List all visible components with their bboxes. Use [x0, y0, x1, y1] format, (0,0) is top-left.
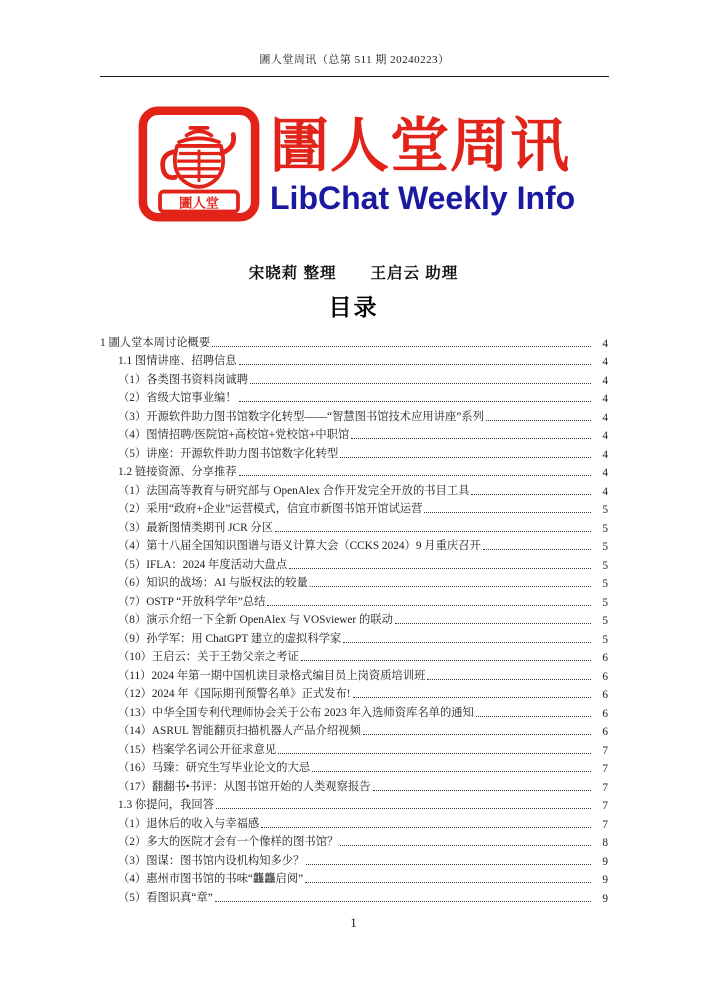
toc-entry-page-number: 7	[602, 744, 608, 757]
toc-dot-leader	[301, 660, 591, 661]
toc-entry-page-number: 8	[602, 837, 608, 849]
toc-entry-label: （13）中华全国专利代理师协会关于公布 2023 年入选师资库名单的通知	[118, 706, 474, 719]
toc-entry-page-number: 4	[602, 485, 608, 498]
toc-dot-leader	[305, 882, 591, 883]
toc-entry-page-number: 6	[602, 726, 608, 738]
toc-entry-page-number: 5	[602, 633, 608, 646]
toc-entry[interactable]	[100, 553, 608, 572]
toc-entry-page-number: 4	[602, 411, 608, 424]
toc-entry-page-number: 4	[602, 448, 608, 461]
toc-entry-label: （3）图谋：图书馆内设机构知多少？	[118, 854, 305, 867]
toc-entry-label: （4）惠州市图书馆的书味“龘龘启阅”	[118, 873, 304, 885]
newsletter-title-en: LibChat Weekly Info	[270, 180, 576, 216]
newsletter-logo	[137, 106, 575, 222]
toc-entry[interactable]	[100, 461, 608, 480]
logo-text-block	[270, 112, 575, 215]
toc-entry-page-number: 4	[602, 467, 608, 479]
toc-dot-leader	[239, 475, 591, 476]
table-of-contents	[100, 331, 608, 905]
toc-entry-label: （5）IFLA：2024 年度活动大盘点	[118, 558, 288, 571]
toc-entry-page-number: 5	[602, 578, 608, 590]
toc-entry-label: （3）开源软件助力图书馆数字化转型——“智慧图书馆技术应用讲座”系列	[118, 410, 484, 423]
toc-entry[interactable]	[100, 387, 608, 406]
toc-entry[interactable]	[100, 868, 608, 887]
toc-entry-label: （5）看图识真“章”	[118, 891, 213, 904]
toc-entry-label: （17）翻翻书•书评：从图书馆开始的人类观察报告	[118, 780, 371, 793]
toc-dot-leader	[363, 734, 591, 735]
toc-entry-label: （14）ASRUL 智能翻页扫描机器人产品介绍视频	[118, 725, 361, 737]
toc-title: 目录	[328, 294, 379, 320]
toc-entry-label: （2）省级大馆事业编！	[118, 392, 237, 404]
toc-dot-leader	[306, 864, 591, 865]
toc-dot-leader	[212, 346, 591, 347]
toc-entry-page-number: 5	[602, 504, 608, 516]
toc-entry-page-number: 6	[602, 670, 608, 683]
toc-entry-label: （2）采用“政府+企业”运营模式，信宜市新图书馆开馆试运营	[118, 503, 423, 515]
toc-entry-label: （11）2024 年第一期中国机读目录格式编目员上岗资质培训班	[118, 669, 426, 682]
toc-entry-label: （3）最新图情类期刊 JCR 分区	[118, 521, 274, 534]
toc-entry[interactable]	[100, 498, 608, 517]
toc-entry[interactable]	[100, 886, 608, 905]
toc-dot-leader	[373, 790, 592, 791]
toc-entry-page-number: 4	[602, 337, 608, 350]
byline-editor: 宋晓莉 整理	[248, 265, 337, 282]
toc-entry-page-number: 5	[602, 522, 608, 535]
toc-entry[interactable]	[100, 738, 608, 757]
toc-entry-page-number: 6	[602, 652, 608, 664]
toc-entry-page-number: 5	[602, 615, 608, 627]
toc-dot-leader	[312, 771, 591, 772]
toc-entry-page-number: 4	[602, 430, 608, 442]
toc-entry[interactable]	[100, 812, 608, 831]
toc-dot-leader	[476, 716, 591, 717]
toc-entry[interactable]	[100, 479, 608, 498]
toc-entry[interactable]	[100, 368, 608, 387]
toc-entry-label: （12）2024 年《国际期刊预警名单》正式发布!	[118, 688, 351, 700]
toc-entry-label: （5）讲座：开源软件助力图书馆数字化转型	[118, 447, 339, 460]
toc-entry[interactable]	[100, 627, 608, 646]
toc-dot-leader	[340, 845, 591, 846]
toc-entry[interactable]	[100, 831, 608, 850]
toc-entry-page-number: 4	[602, 374, 608, 387]
toc-entry-page-number: 7	[602, 763, 608, 775]
toc-entry-page-number: 4	[602, 393, 608, 405]
toc-entry[interactable]	[100, 424, 608, 443]
toc-dot-leader	[289, 568, 591, 569]
toc-dot-leader	[424, 512, 591, 513]
toc-entry-label: 1 圕人堂本周讨论概要	[100, 336, 211, 349]
toc-dot-leader	[278, 753, 591, 754]
byline	[0, 261, 707, 283]
toc-entry[interactable]	[100, 609, 608, 628]
toc-entry-label: （4）图情招聘/医院馆+高校馆+党校馆+中职馆	[118, 429, 350, 441]
toc-entry-page-number: 9	[602, 855, 608, 868]
toc-entry-label: （7）OSTP “开放科学年”总结	[118, 595, 266, 608]
toc-entry-label: （1）退休后的收入与幸福感	[118, 817, 260, 830]
toc-dot-leader	[215, 901, 591, 902]
toc-dot-leader	[343, 642, 591, 643]
toc-entry-page-number: 4	[602, 356, 608, 368]
toc-entry-label: 1.2 链接资源、分享推荐	[118, 466, 237, 478]
teapot-seal-icon	[137, 106, 261, 222]
toc-entry-label: （15）档案学名词公开征求意见	[118, 743, 277, 756]
toc-entry-label: （10）王启云：关于王勃父亲之考证	[118, 651, 299, 663]
toc-entry[interactable]	[100, 572, 608, 591]
toc-entry-label: （2）多大的医院才会有一个像样的图书馆？	[118, 836, 339, 848]
toc-entry-page-number: 6	[602, 707, 608, 720]
toc-entry[interactable]	[100, 794, 608, 813]
toc-dot-leader	[427, 679, 591, 680]
toc-entry[interactable]	[100, 757, 608, 776]
toc-entry-page-number: 9	[602, 874, 608, 886]
toc-dot-leader	[310, 586, 591, 587]
toc-dot-leader	[471, 494, 591, 495]
toc-entry-page-number: 5	[602, 541, 608, 553]
toc-entry-page-number: 7	[602, 818, 608, 831]
running-header: 圕人堂周讯（总第 511 期 20240223）	[100, 51, 609, 77]
toc-entry[interactable]	[100, 775, 608, 794]
toc-entry[interactable]	[100, 331, 608, 350]
toc-entry-label: （16）马臻：研究生写毕业论文的大忌	[118, 762, 311, 774]
seal-label: 圕人堂	[179, 195, 219, 211]
toc-entry-page-number: 6	[602, 689, 608, 701]
toc-entry-page-number: 7	[602, 781, 608, 794]
toc-entry[interactable]	[100, 442, 608, 461]
toc-entry[interactable]	[100, 664, 608, 683]
toc-entry[interactable]	[100, 405, 608, 424]
toc-dot-leader	[486, 420, 591, 421]
toc-entry-label: （9）孙学军：用 ChatGPT 建立的虚拟科学家	[118, 632, 342, 645]
toc-entry-label: （6）知识的战场：AI 与版权法的较量	[118, 577, 308, 589]
toc-dot-leader	[261, 827, 591, 828]
toc-entry[interactable]	[100, 720, 608, 739]
toc-dot-leader	[340, 457, 591, 458]
toc-dot-leader	[275, 531, 591, 532]
toc-entry-page-number: 7	[602, 800, 608, 812]
toc-dot-leader	[239, 401, 591, 402]
toc-entry[interactable]	[100, 590, 608, 609]
toc-dot-leader	[250, 383, 591, 384]
toc-entry-label: 1.3 你提问，我回答	[118, 799, 215, 811]
toc-entry-label: 1.1 图情讲座、招聘信息	[118, 355, 237, 367]
toc-dot-leader	[216, 808, 591, 809]
toc-dot-leader	[353, 697, 591, 698]
toc-entry[interactable]	[100, 701, 608, 720]
newsletter-title-cn: 圕人堂周讯	[270, 113, 571, 180]
toc-entry-label: （8）演示介绍一下全新 OpenAlex 与 VOSviewer 的联动	[118, 614, 393, 626]
page-number: 1	[350, 916, 357, 930]
toc-entry-page-number: 5	[602, 559, 608, 572]
toc-entry[interactable]	[100, 516, 608, 535]
toc-dot-leader	[267, 605, 591, 606]
toc-entry-label: （1）各类图书资料岗诚聘	[118, 373, 248, 386]
toc-entry[interactable]	[100, 535, 608, 554]
toc-dot-leader	[239, 364, 591, 365]
toc-dot-leader	[395, 623, 591, 624]
toc-entry-label: （4）第十八届全国知识图谱与语义计算大会（CCKS 2024）9 月重庆召开	[118, 540, 481, 552]
toc-entry[interactable]	[100, 849, 608, 868]
byline-assistant: 王启云 助理	[370, 265, 459, 282]
toc-entry-label: （1）法国高等教育与研究部与 OpenAlex 合作开发完全开放的书目工具	[118, 484, 470, 497]
toc-entry[interactable]	[100, 683, 608, 702]
toc-dot-leader	[351, 438, 591, 439]
toc-dot-leader	[483, 549, 591, 550]
toc-entry-page-number: 9	[602, 892, 608, 905]
toc-entry[interactable]	[100, 350, 608, 369]
toc-entry[interactable]	[100, 646, 608, 665]
toc-entry-page-number: 5	[602, 596, 608, 609]
